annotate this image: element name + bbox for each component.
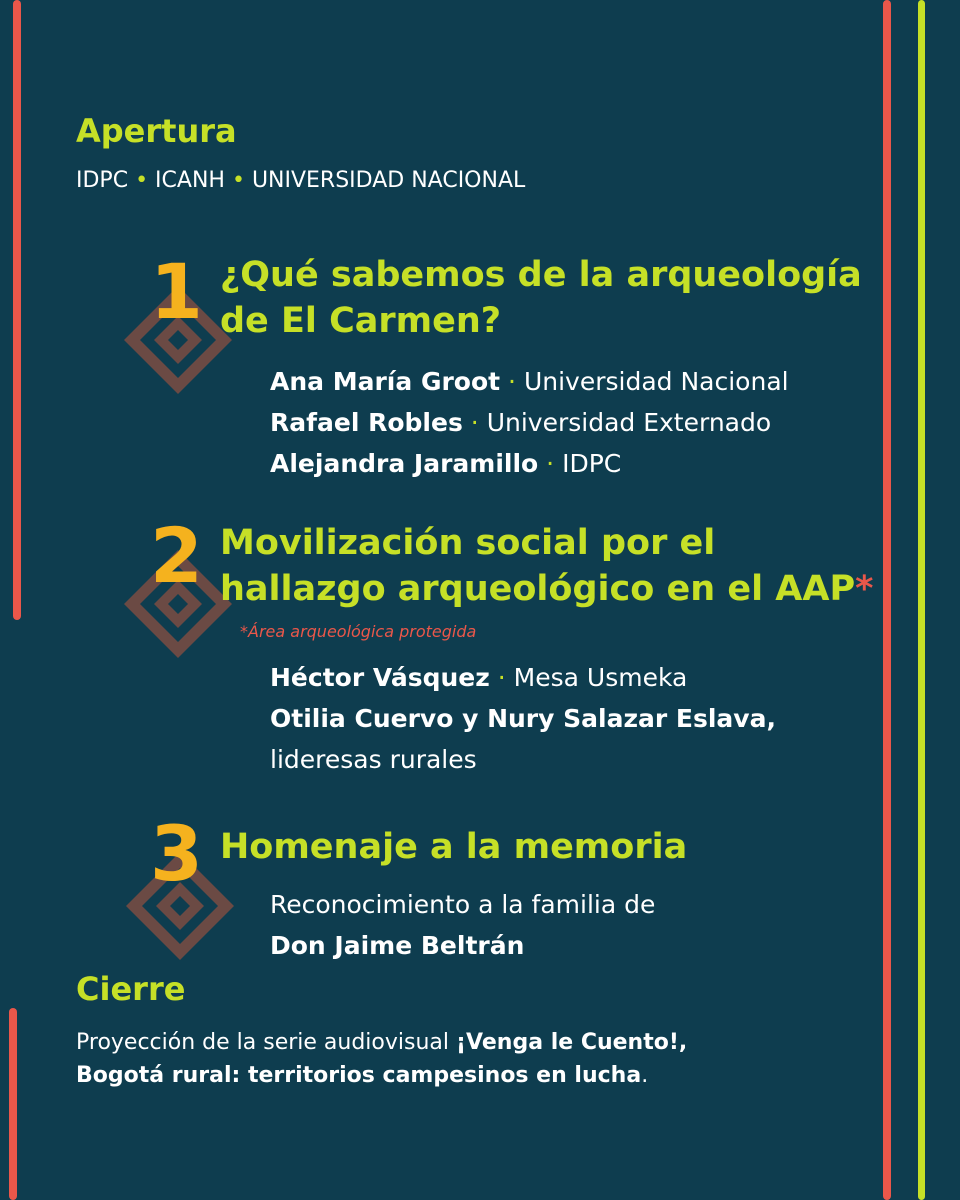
speaker-affiliation: Mesa Usmeka — [513, 663, 688, 692]
speaker-name: Otilia Cuervo y Nury Salazar Eslava, — [270, 704, 776, 733]
section-title-line-with-asterisk — [220, 566, 873, 612]
series-title: ¡Venga le Cuento!, — [456, 1030, 688, 1055]
series-subtitle: Bogotá rural: territorios campesinos en lucha — [76, 1063, 642, 1088]
speaker-row — [270, 884, 655, 925]
speaker-affiliation: Universidad Nacional — [523, 367, 789, 396]
cierre-text — [76, 1026, 687, 1092]
speaker-row — [270, 657, 776, 698]
speaker-affiliation: Reconocimiento a la familia de — [270, 890, 656, 919]
left-red-stroke-top — [13, 0, 21, 620]
speaker-row — [270, 739, 776, 780]
section-title — [220, 252, 862, 344]
speaker-list — [270, 884, 655, 966]
speaker-affiliation: lideresas rurales — [270, 745, 477, 774]
section-title-line: Homenaje a la memoria — [220, 827, 688, 867]
cierre-line — [76, 1059, 687, 1092]
section-title-line: de El Carmen? — [220, 301, 502, 341]
speaker-row — [270, 402, 789, 443]
speaker-list — [270, 361, 789, 484]
section-title-line: ¿Qué sabemos de la arqueología — [220, 255, 862, 295]
section-title — [220, 520, 873, 612]
apertura-orgs — [76, 168, 525, 193]
speaker-affiliation: Universidad Externado — [486, 408, 772, 437]
org-item: ICANH — [155, 168, 225, 193]
speaker-row — [270, 443, 789, 484]
cierre-prefix: Proyección de la serie audiovisual — [76, 1030, 457, 1055]
org-item: UNIVERSIDAD NACIONAL — [251, 168, 526, 193]
right-green-stroke — [918, 0, 925, 1200]
section-title-line: hallazgo arqueológico en el AAP — [220, 569, 856, 609]
footnote-asterisk: * — [855, 569, 874, 609]
right-red-stroke — [883, 0, 891, 1200]
section-title — [220, 824, 687, 870]
speaker-name: Alejandra Jaramillo — [270, 449, 539, 478]
speaker-name: Don Jaime Beltrán — [270, 931, 525, 960]
cierre-suffix: . — [641, 1063, 649, 1088]
footnote: *Área arqueológica protegida — [240, 622, 477, 641]
speaker-separator: · — [470, 408, 479, 437]
speaker-name: Ana María Groot — [270, 367, 501, 396]
org-separator: • — [231, 168, 245, 193]
cierre-title: Cierre — [76, 970, 186, 1008]
left-red-stroke-bottom — [9, 1008, 17, 1200]
org-separator: • — [135, 168, 149, 193]
speaker-row — [270, 698, 776, 739]
cierre-line — [76, 1026, 687, 1059]
section-title-line: Movilización social por el — [220, 523, 716, 563]
section-number: 2 — [150, 511, 203, 600]
speaker-separator: · — [546, 449, 555, 478]
apertura-title: Apertura — [76, 112, 237, 150]
speaker-name: Héctor Vásquez — [270, 663, 490, 692]
speaker-separator: · — [497, 663, 506, 692]
speaker-name: Rafael Robles — [270, 408, 463, 437]
speaker-row — [270, 925, 655, 966]
org-item: IDPC — [76, 168, 129, 193]
speaker-separator: · — [508, 367, 516, 396]
section-number: 3 — [150, 809, 203, 898]
speaker-affiliation: IDPC — [562, 449, 622, 478]
speaker-list — [270, 657, 776, 780]
section-number: 1 — [150, 247, 203, 336]
speaker-row — [270, 361, 789, 402]
